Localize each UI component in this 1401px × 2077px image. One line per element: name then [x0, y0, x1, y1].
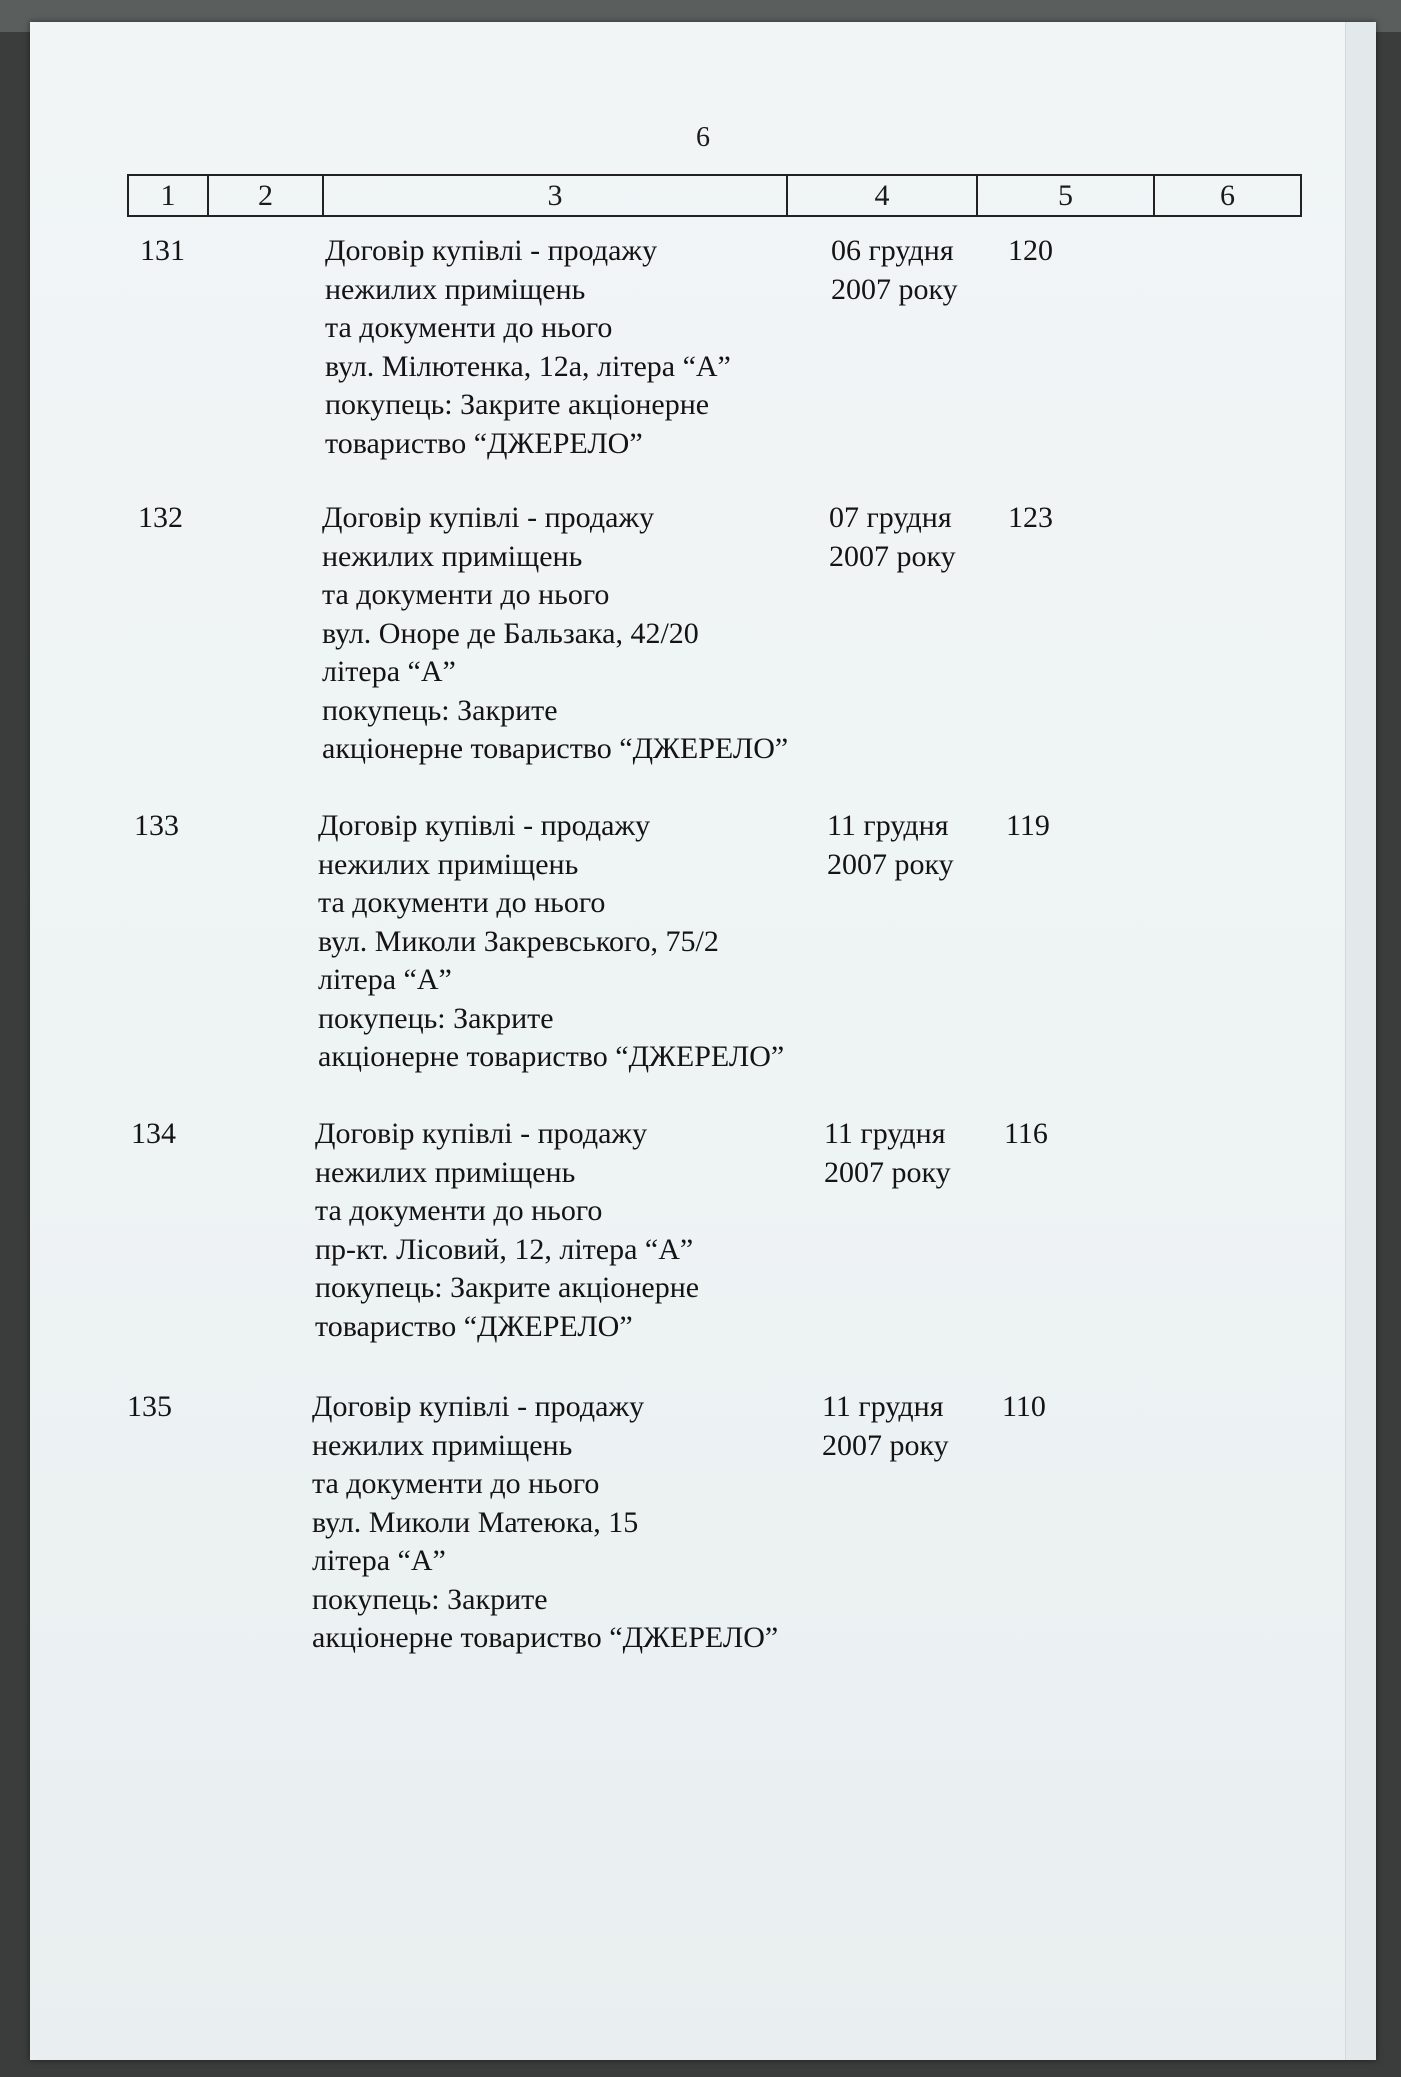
- date-day-month: 06 грудня: [831, 234, 954, 267]
- date-year: 2007 року: [827, 847, 954, 881]
- entry-number: 133: [134, 809, 179, 842]
- description-line: акціонерне товариство “ДЖЕРЕЛО”: [312, 1621, 779, 1654]
- description-line: пр-кт. Лісовий, 12, літера “А”: [315, 1232, 694, 1266]
- column-header-3: 3: [323, 175, 787, 216]
- date-day-month: 07 грудня: [829, 501, 952, 534]
- description-line: Договір купівлі - продажу: [325, 234, 658, 267]
- date-day-month: 11 грудня: [827, 809, 949, 842]
- date-year: 2007 року: [831, 272, 958, 306]
- entry-date: [822, 1388, 949, 1465]
- entry-number: 132: [138, 501, 183, 534]
- column-header-2: 2: [208, 175, 323, 216]
- description-line: акціонерне товариство “ДЖЕРЕЛО”: [322, 732, 789, 765]
- entry-date: [829, 499, 956, 576]
- column-header-5: 5: [977, 175, 1154, 216]
- description-line: акціонерне товариство “ДЖЕРЕЛО”: [318, 1040, 785, 1073]
- description-line: Договір купівлі - продажу: [322, 501, 655, 534]
- entry-description: [318, 807, 784, 1077]
- entry-date: [831, 232, 958, 309]
- description-line: та документи до нього: [315, 1194, 603, 1227]
- description-line: Договір купівлі - продажу: [312, 1390, 645, 1423]
- entry-description: [315, 1115, 699, 1346]
- column-header-6: 6: [1154, 175, 1301, 216]
- column-header-table: [127, 174, 1302, 217]
- entry-sheet-count: 116: [1004, 1117, 1048, 1150]
- description-line: нежилих приміщень: [315, 1155, 576, 1189]
- description-line: та документи до нього: [312, 1467, 600, 1500]
- description-line: покупець: Закрите акціонерне: [325, 388, 710, 421]
- entry-number: 131: [140, 234, 185, 267]
- description-line: Договір купівлі - продажу: [315, 1117, 648, 1150]
- date-year: 2007 року: [829, 539, 956, 573]
- entry-number: 134: [131, 1117, 176, 1150]
- description-line: нежилих приміщень: [325, 272, 586, 306]
- description-line: нежилих приміщень: [318, 847, 579, 881]
- description-line: літера “А”: [322, 655, 456, 688]
- description-line: вул. Мілютенка, 12а, літера “А”: [325, 349, 731, 383]
- description-line: товариство “ДЖЕРЕЛО”: [315, 1309, 633, 1343]
- entry-description: [325, 232, 731, 463]
- entry-description: [322, 499, 788, 769]
- description-line: Договір купівлі - продажу: [318, 809, 651, 842]
- description-line: покупець: Закрите: [312, 1582, 548, 1616]
- entry-number: 135: [127, 1390, 172, 1423]
- description-line: товариство “ДЖЕРЕЛО”: [325, 426, 643, 460]
- description-line: нежилих приміщень: [312, 1428, 573, 1462]
- column-header-4: 4: [787, 175, 977, 216]
- document-page: [30, 22, 1376, 2060]
- date-year: 2007 року: [824, 1155, 951, 1189]
- entry-date: [827, 807, 954, 884]
- description-line: та документи до нього: [325, 311, 613, 344]
- date-day-month: 11 грудня: [822, 1390, 944, 1423]
- description-line: вул. Миколи Закревського, 75/2: [318, 924, 719, 958]
- description-line: нежилих приміщень: [322, 539, 583, 573]
- page-number: 6: [696, 122, 710, 153]
- description-line: вул. Оноре де Бальзака, 42/20: [322, 616, 699, 650]
- description-line: та документи до нього: [322, 578, 610, 611]
- column-header-1: 1: [128, 175, 208, 216]
- description-line: літера “А”: [318, 963, 452, 996]
- page-edge: [1345, 22, 1376, 2060]
- description-line: та документи до нього: [318, 886, 606, 919]
- date-year: 2007 року: [822, 1428, 949, 1462]
- description-line: покупець: Закрите: [322, 693, 558, 727]
- description-line: покупець: Закрите: [318, 1001, 554, 1035]
- description-line: вул. Миколи Матеюка, 15: [312, 1505, 639, 1539]
- description-line: літера “А”: [312, 1544, 446, 1577]
- entry-sheet-count: 120: [1008, 234, 1053, 267]
- entry-sheet-count: 123: [1008, 501, 1053, 534]
- entry-description: [312, 1388, 778, 1658]
- entry-sheet-count: 110: [1002, 1390, 1046, 1423]
- date-day-month: 11 грудня: [824, 1117, 946, 1150]
- entry-sheet-count: 119: [1006, 809, 1050, 842]
- description-line: покупець: Закрите акціонерне: [315, 1271, 700, 1304]
- entry-date: [824, 1115, 951, 1192]
